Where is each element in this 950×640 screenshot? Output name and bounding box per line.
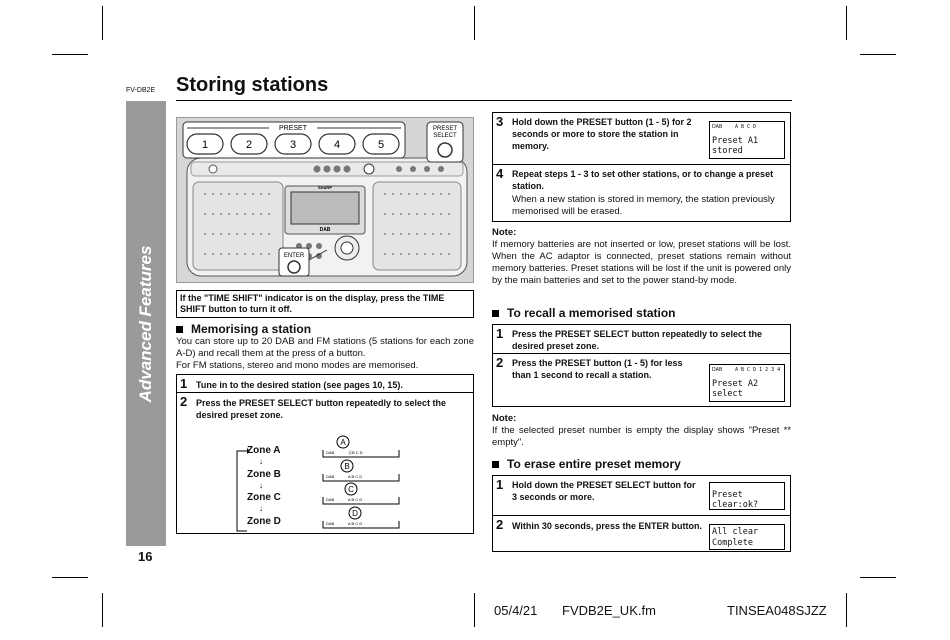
zone-lcd-mini: A B C D — [348, 521, 363, 526]
erase-complete-display — [709, 524, 785, 550]
step-number: 3 — [496, 114, 504, 129]
zone-label: Zone D — [247, 516, 281, 527]
preset-button-label: 1 — [201, 139, 209, 151]
step-text: Within 30 seconds, press the ENTER button. — [512, 521, 702, 531]
preset-button-2[interactable] — [231, 134, 267, 154]
recall-steps — [492, 324, 791, 407]
dab-logo: DAB — [319, 227, 331, 233]
memorising-step-2 — [177, 393, 473, 535]
preset-button-3[interactable] — [275, 134, 311, 154]
device-illustration — [176, 117, 474, 283]
crop-mark — [102, 593, 103, 627]
zone-lcd-mini: A B C D — [348, 497, 363, 502]
lcd-mini: A B C D — [735, 124, 757, 130]
footer-code: TINSEA048SJZZ — [727, 603, 827, 618]
memorising-heading-text: Memorising a station — [191, 322, 312, 336]
memorising-intro-2: For FM stations, stereo and mono modes are memorised. — [176, 360, 419, 371]
memorising-heading — [176, 322, 311, 336]
step-text: Press the PRESET button (1 - 5) for less than 1 second to recall a station. — [512, 358, 683, 380]
step-text: Hold down the PRESET button (1 - 5) for 2 seconds or more to store the station in memory. — [512, 117, 692, 151]
crop-mark — [474, 593, 475, 627]
lcd-mini: A B C D 1 2 3 4 — [735, 367, 781, 373]
recall-display — [709, 364, 785, 402]
zone-label: Zone B — [247, 469, 281, 480]
step-number: 1 — [496, 477, 504, 492]
radio-drawing — [177, 118, 475, 284]
recall-heading — [492, 306, 676, 320]
preset-select-callout-label-1: PRESET — [432, 126, 458, 132]
preset-button-label: 5 — [377, 139, 385, 151]
preset-button-label: 3 — [289, 139, 297, 151]
zone-letter: D — [352, 509, 358, 518]
step-number: 2 — [180, 394, 188, 409]
preset-button-5[interactable] — [363, 134, 399, 154]
step-text: Press the PRESET SELECT button repeatedly to select the desired preset zone. — [512, 329, 763, 351]
page-title: Storing stations — [176, 74, 329, 96]
title-rule — [176, 100, 792, 101]
step-number: 2 — [496, 517, 504, 532]
step-number: 4 — [496, 166, 504, 181]
store-step-4 — [493, 165, 790, 223]
down-arrow-icon: ↓ — [259, 481, 263, 490]
heading-bullet — [492, 461, 499, 468]
preset-callout-label: PRESET — [278, 125, 308, 132]
step-text: Tune in to the desired station (see pages 10, 15). — [196, 380, 403, 390]
page-number: 16 — [138, 549, 153, 564]
zone-lcd-tag: DAB — [326, 474, 335, 479]
crop-mark — [846, 6, 847, 40]
footer-date: 05/4/21 — [494, 603, 538, 618]
zone-lcd-mini: A B C D — [348, 474, 363, 479]
zone-letter: B — [344, 462, 350, 471]
lcd-text-line1: All clear — [712, 527, 759, 537]
note-text: If memory batteries are not inserted or low, preset stations will be lost. When the AC adaptor is connected, preset stations remain without memory batteries. Preset stations will be lost if the unit is powered only by the main batteries and set to the power stand-by mode. — [492, 239, 791, 286]
zone-label: Zone C — [247, 492, 281, 503]
note-label: Note: — [492, 413, 517, 424]
step-number: 1 — [496, 326, 504, 341]
down-arrow-icon: ↓ — [259, 504, 263, 513]
memorising-steps — [176, 374, 474, 534]
crop-mark — [52, 577, 88, 578]
step-number: 1 — [180, 376, 188, 391]
preset-button-label: 2 — [245, 139, 253, 151]
lcd-text: Preset A1 stored — [712, 136, 759, 156]
lcd-text: Preset clear:ok? — [712, 490, 759, 510]
step-number: 2 — [496, 355, 504, 370]
lcd-tag: DAB — [712, 367, 723, 373]
side-tab — [126, 101, 166, 546]
zone-lcd-mini: ⒶB C D — [348, 450, 363, 455]
step-text: Repeat steps 1 - 3 to set other stations, or to change a preset station. — [512, 169, 774, 191]
preset-select-button[interactable] — [438, 143, 452, 157]
zone-letter: C — [348, 485, 354, 494]
erase-step-1 — [493, 476, 790, 516]
store-steps — [492, 112, 791, 222]
memorising-intro-1: You can store up to 20 DAB and FM stations (5 stations for each zone A-D) and recall them at the press of a button. — [176, 336, 474, 359]
time-shift-notice: If the "TIME SHIFT" indicator is on the display, press the TIME SHIFT button to turn it off. — [176, 290, 474, 318]
lcd-text-line2: Complete — [712, 538, 753, 548]
zone-lcd-tag: DAB — [326, 497, 335, 502]
lcd-text: Preset A2 select — [712, 379, 759, 399]
zone-lcd-tag: DAB — [326, 521, 335, 526]
erase-heading-text: To erase entire preset memory — [507, 457, 681, 471]
preset-button-4[interactable] — [319, 134, 355, 154]
preset-button-label: 4 — [333, 139, 341, 151]
model-code: FV-DB2E — [126, 87, 156, 94]
preset-select-callout-label-2: SELECT — [433, 133, 457, 139]
recall-step-2 — [493, 354, 790, 408]
erase-heading — [492, 457, 681, 471]
memorising-intro — [176, 336, 474, 372]
side-tab-label: Advanced Features — [136, 245, 155, 402]
heading-bullet — [176, 326, 183, 333]
zone-lcd-tag: DAB — [326, 450, 335, 455]
down-arrow-icon: ↓ — [259, 457, 263, 466]
zone-d-display — [322, 506, 402, 535]
crop-mark — [474, 6, 475, 40]
recall-heading-text: To recall a memorised station — [507, 306, 676, 320]
zone-letter: A — [340, 438, 346, 447]
note-text: If the selected preset number is empty the display shows "Preset ** empty". — [492, 425, 791, 448]
store-step-3 — [493, 113, 790, 165]
crop-mark — [102, 6, 103, 40]
preset-button-1[interactable] — [187, 134, 223, 154]
erase-step-2 — [493, 516, 790, 553]
zone-label: Zone A — [247, 445, 281, 456]
heading-bullet — [492, 310, 499, 317]
brand-label: SHARP — [317, 185, 333, 190]
crop-mark — [860, 577, 896, 578]
step-text: Press the PRESET SELECT button repeatedly to select the desired preset zone. — [196, 398, 447, 420]
recall-step-1 — [493, 325, 790, 354]
step-subtext: When a new station is stored in memory, the station previously memorised will be erased. — [512, 194, 775, 217]
lcd-tag: DAB — [712, 124, 723, 130]
step-text: Hold down the PRESET SELECT button for 3 seconds or more. — [512, 480, 696, 502]
crop-mark — [52, 54, 88, 55]
erase-confirm-display — [709, 482, 785, 510]
crop-mark — [860, 54, 896, 55]
enter-button[interactable] — [288, 261, 300, 273]
crop-mark — [846, 593, 847, 627]
footer-file: FVDB2E_UK.fm — [562, 603, 656, 618]
stored-display — [709, 121, 785, 159]
note-label: Note: — [492, 227, 517, 238]
memorising-step-1 — [177, 375, 473, 393]
enter-callout-label: ENTER — [283, 253, 305, 259]
erase-steps — [492, 475, 791, 552]
